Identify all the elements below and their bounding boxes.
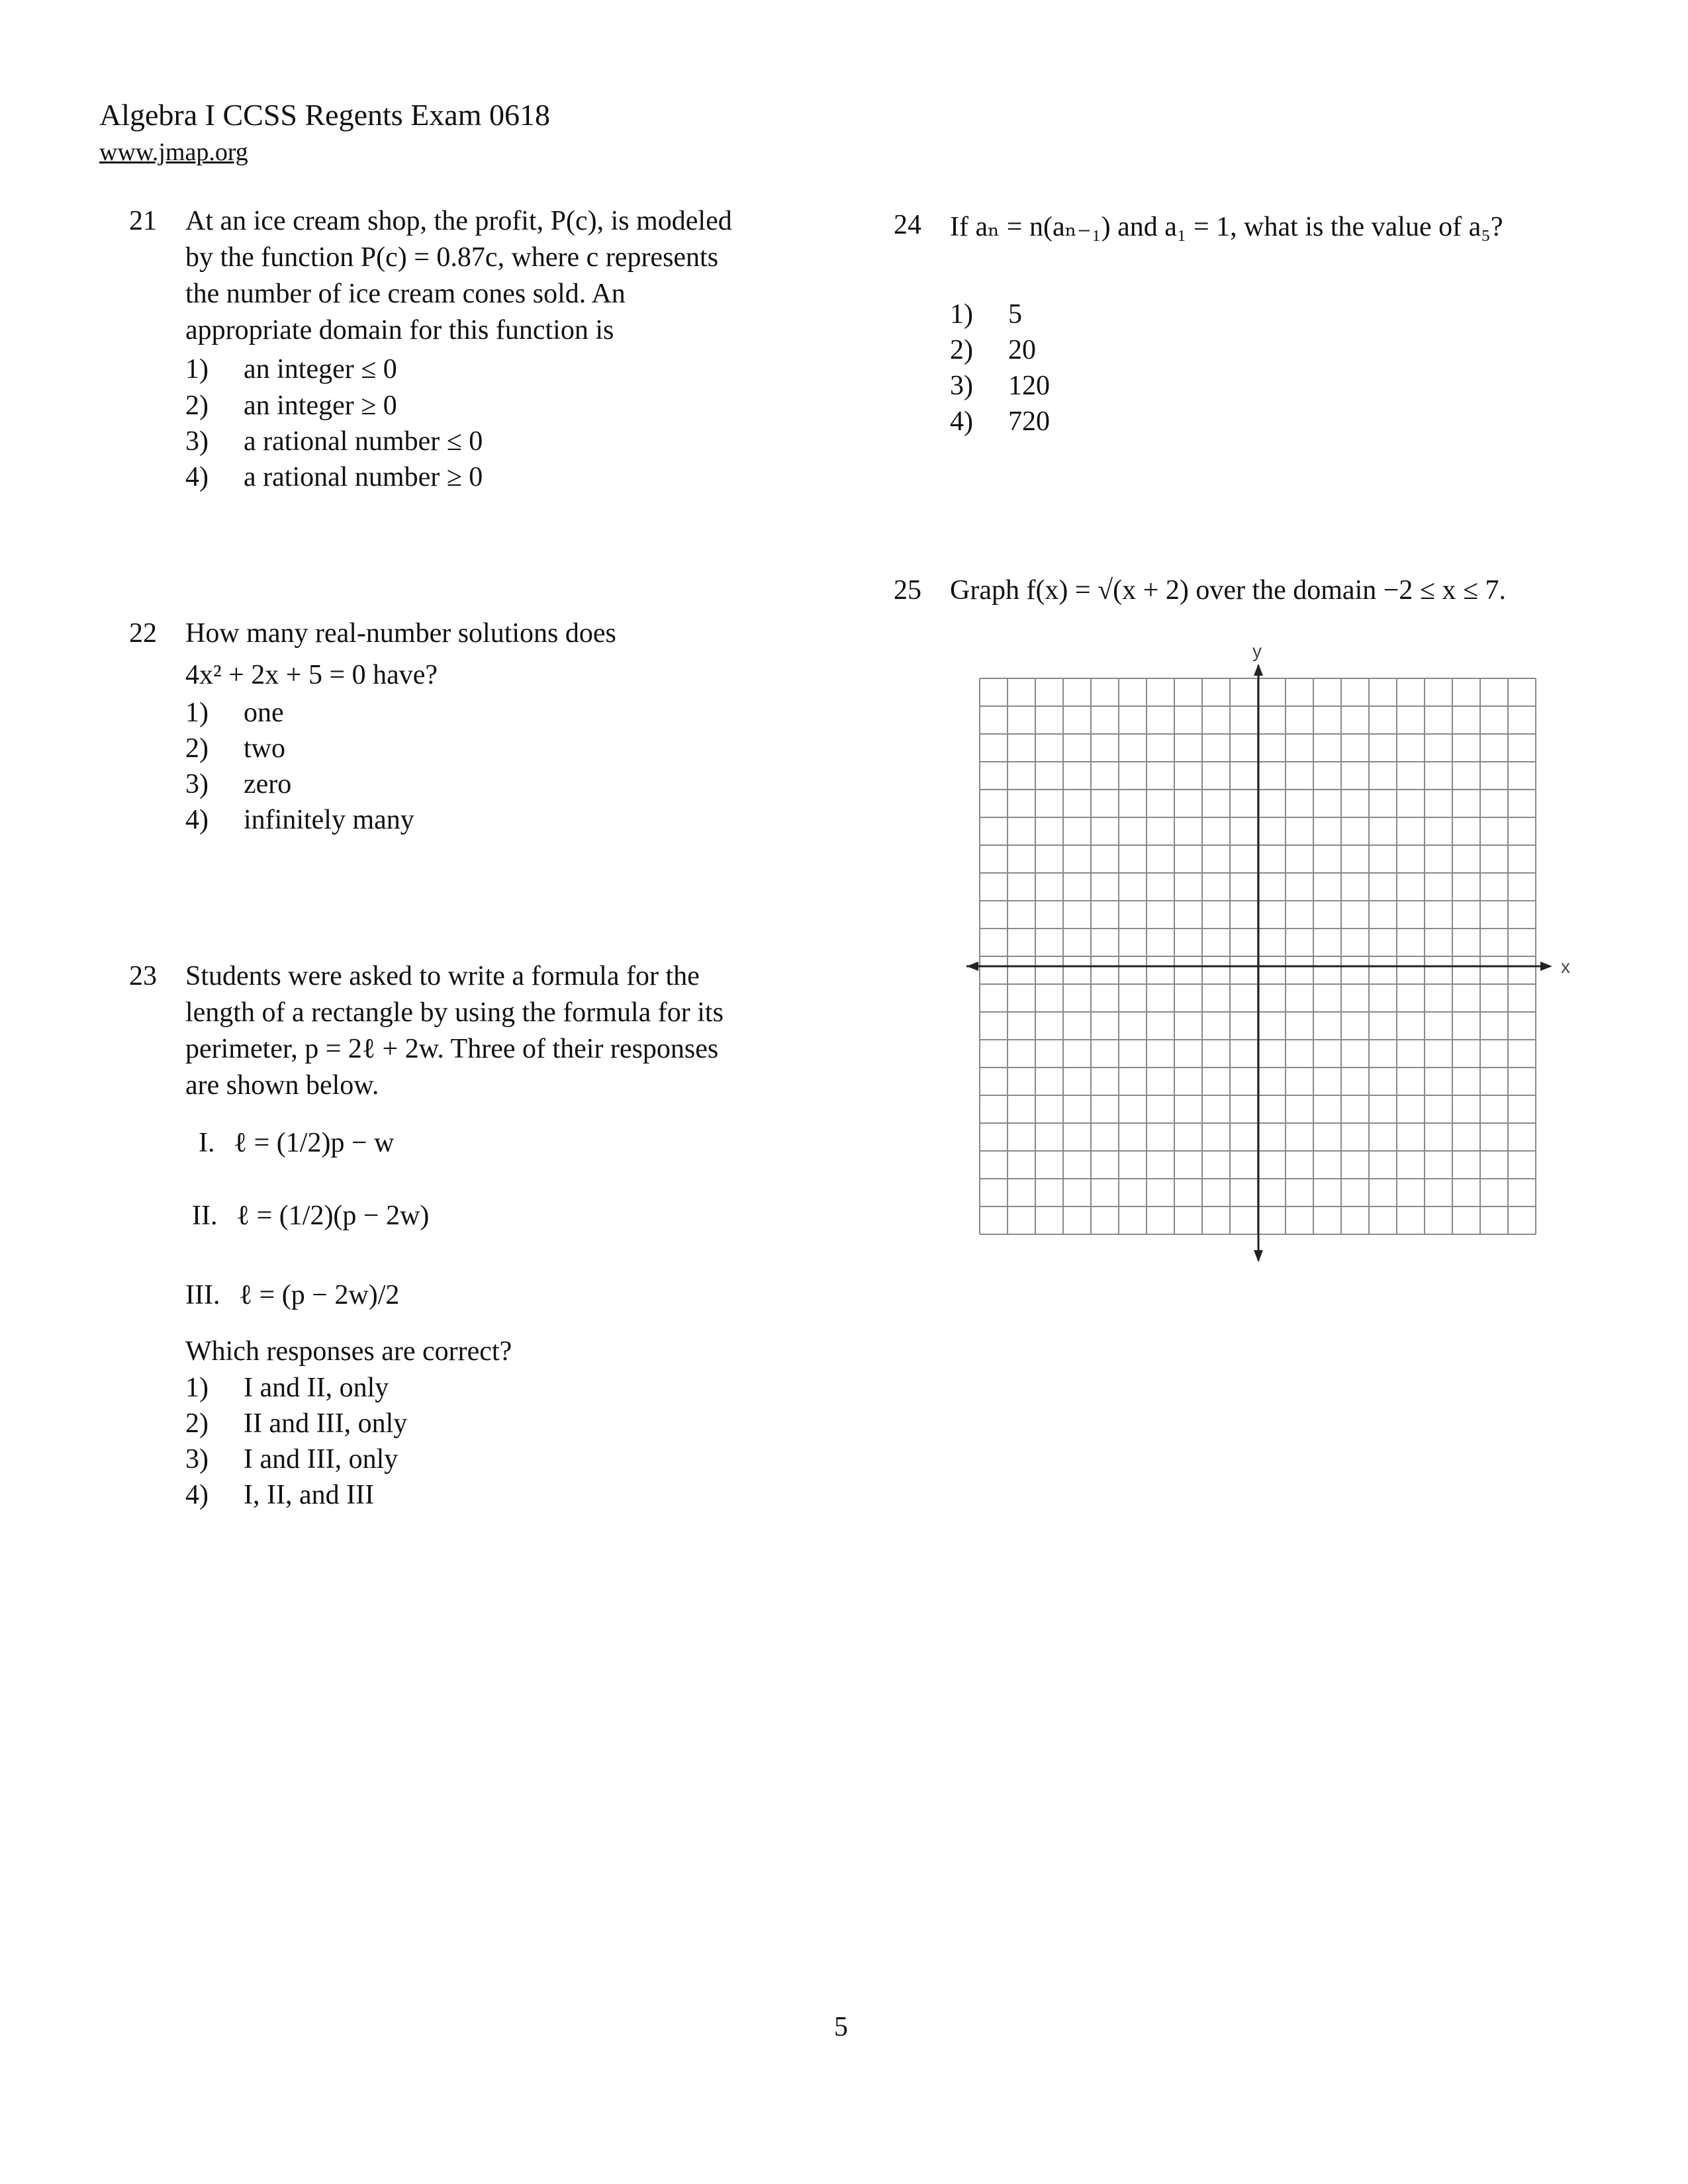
- y-axis-label: y: [1252, 641, 1262, 661]
- question-text-line: Students were asked to write a formula for the: [185, 961, 700, 991]
- choice-23-4[interactable]: 4) I, II, and III: [185, 1480, 375, 1510]
- question-25: [894, 572, 1655, 612]
- response-label: II.: [192, 1201, 218, 1231]
- question-text-line: length of a rectangle by using the formula for its: [185, 997, 724, 1028]
- x-axis-arrow-right: [1540, 962, 1552, 971]
- response-2: [192, 1198, 429, 1234]
- choice-21-1[interactable]: 1) an integer ≤ 0: [185, 354, 397, 385]
- question-text-line: How many real-number solutions does: [185, 618, 616, 649]
- question-number: 22: [129, 618, 157, 649]
- source-link[interactable]: www.jmap.org: [99, 138, 248, 166]
- choice-22-3[interactable]: 3) zero: [185, 769, 292, 799]
- response-label: III.: [185, 1280, 220, 1310]
- question-text-line: At an ice cream shop, the profit, P(c), is modeled: [185, 206, 732, 236]
- question-number: 23: [129, 961, 157, 991]
- y-axis-arrow-down: [1254, 1250, 1263, 1262]
- question-text-line: by the function P(c) = 0.87c, where c represents: [185, 242, 719, 273]
- question-number: 25: [894, 575, 921, 606]
- choice-24-3[interactable]: 3) 120: [950, 371, 1050, 401]
- choice-23-2[interactable]: 2) II and III, only: [185, 1408, 408, 1439]
- choice-22-2[interactable]: 2) two: [185, 733, 285, 764]
- equation: 4x² + 2x + 5 = 0 have?: [185, 660, 438, 690]
- question-number: 24: [894, 210, 921, 240]
- choice-24-4[interactable]: 4) 720: [950, 406, 1050, 437]
- response-1: [199, 1125, 394, 1161]
- x-axis-label: x: [1561, 956, 1570, 977]
- question-number: 21: [129, 206, 157, 236]
- response-3: [185, 1277, 399, 1314]
- response-formula: ℓ = (1/2)(p − 2w): [236, 1201, 430, 1231]
- question-text-line: appropriate domain for this function is: [185, 315, 614, 345]
- question-text-line: the number of ice cream cones sold. An: [185, 279, 626, 309]
- question-24: [894, 207, 1622, 300]
- x-axis-arrow-left: [966, 962, 978, 971]
- response-label: I.: [199, 1128, 215, 1158]
- question-text-line: are shown below.: [185, 1070, 379, 1101]
- choice-21-4[interactable]: 4) a rational number ≥ 0: [185, 462, 483, 492]
- question-text-line: perimeter, p = 2ℓ + 2w. Three of their responses: [185, 1034, 719, 1064]
- choice-23-1[interactable]: 1) I and II, only: [185, 1373, 389, 1403]
- choice-23-3[interactable]: 3) I and III, only: [185, 1444, 399, 1475]
- response-formula: ℓ = (p − 2w)/2: [238, 1280, 400, 1310]
- response-formula: ℓ = (1/2)p − w: [234, 1128, 395, 1158]
- exam-title: Algebra I CCSS Regents Exam 0618: [99, 98, 550, 132]
- page-number: 5: [834, 2012, 848, 2042]
- question-text: Graph f(x) = √(x + 2) over the domain −2 ≤ x ≤ 7.: [950, 575, 1507, 606]
- question-22: [129, 615, 824, 708]
- question-prompt: Which responses are correct?: [185, 1336, 512, 1367]
- choice-22-4[interactable]: 4) infinitely many: [185, 805, 414, 835]
- question-23: [129, 958, 824, 1111]
- choice-21-3[interactable]: 3) a rational number ≤ 0: [185, 426, 483, 457]
- choice-24-1[interactable]: 1) 5: [950, 299, 1022, 330]
- choice-22-1[interactable]: 1) one: [185, 698, 284, 728]
- question-text: If aₙ = n(aₙ₋₁) and a₁ = 1, what is the value of a₅?: [950, 212, 1503, 242]
- choice-24-2[interactable]: 2) 20: [950, 335, 1036, 365]
- y-axis-arrow-up: [1254, 664, 1263, 676]
- choice-21-2[interactable]: 2) an integer ≥ 0: [185, 390, 397, 421]
- coordinate-grid[interactable]: [953, 639, 1582, 1274]
